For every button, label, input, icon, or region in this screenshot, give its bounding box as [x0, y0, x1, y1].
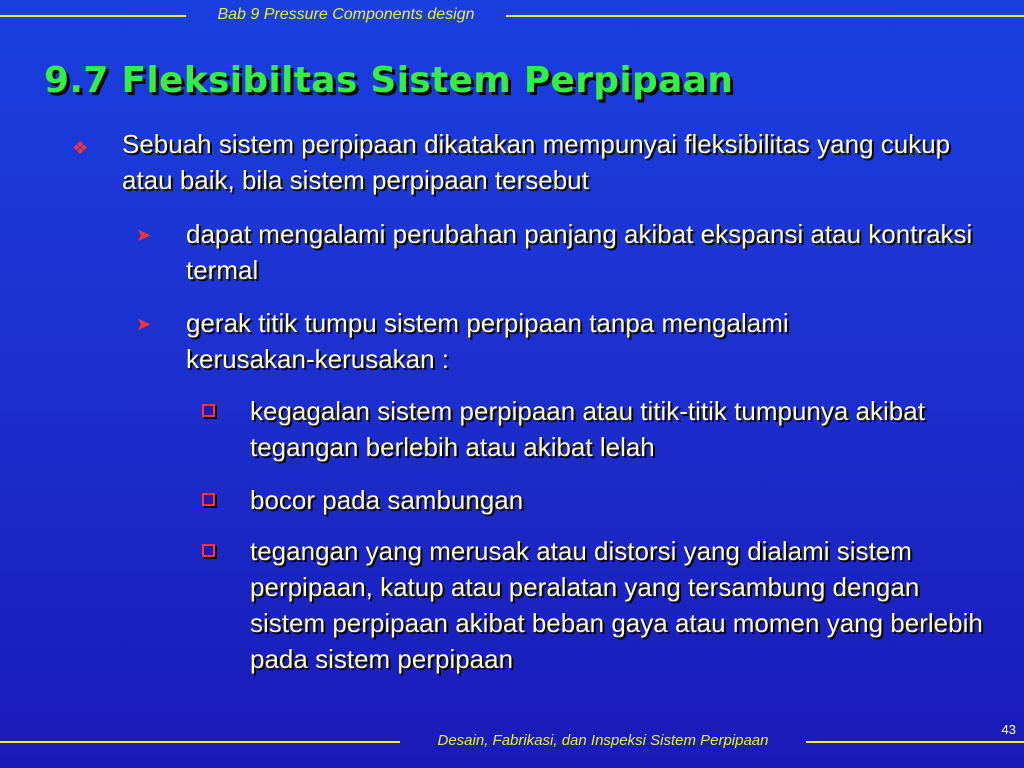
bullet-item-level3: bocor pada sambungan: [250, 485, 524, 515]
footer-rule-left: [0, 741, 400, 743]
arrow-bullet-icon: ➤: [136, 225, 152, 245]
page-number: 43: [1001, 722, 1016, 737]
bullet-item-level3: kegagalan sistem perpipaan atau titik-titik tumpunya akibat tegangan berlebih atau akibat lelah: [250, 396, 925, 462]
footer-rule-right: [806, 741, 1024, 743]
footer-label: Desain, Fabrikasi, dan Inspeksi Sistem Perpipaan: [437, 732, 769, 749]
bullet-item-level2: gerak titik tumpu sistem perpipaan tanpa mengalami kerusakan-kerusakan :: [186, 308, 789, 374]
header-rule-right: [506, 15, 1024, 17]
slide-header: [0, 0, 1024, 32]
diamond-cluster-bullet-icon: ❖: [72, 138, 89, 158]
slide-title: 9.7 Fleksibiltas Sistem Perpipaan: [44, 60, 734, 101]
arrow-bullet-icon: ➤: [136, 314, 152, 334]
bullet-item-level3: tegangan yang merusak atau distorsi yang dialami sistem perpipaan, katup atau peralatan yang tersambung dengan sistem perpipaan akibat beban gaya atau momen yang berlebih pada sistem perpipaan: [250, 536, 983, 674]
bullet-item-level2: dapat mengalami perubahan panjang akibat ekspansi atau kontraksi termal: [186, 219, 973, 285]
header-label: Bab 9 Pressure Components design: [217, 6, 475, 23]
square-bullet-icon: [202, 544, 215, 557]
bullet-item-level1: Sebuah sistem perpipaan dikatakan mempunyai fleksibilitas yang cukup atau baik, bila sistem perpipaan tersebut: [122, 129, 951, 195]
header-rule-left: [0, 15, 186, 17]
square-bullet-icon: [202, 493, 215, 506]
square-bullet-icon: [202, 404, 215, 417]
